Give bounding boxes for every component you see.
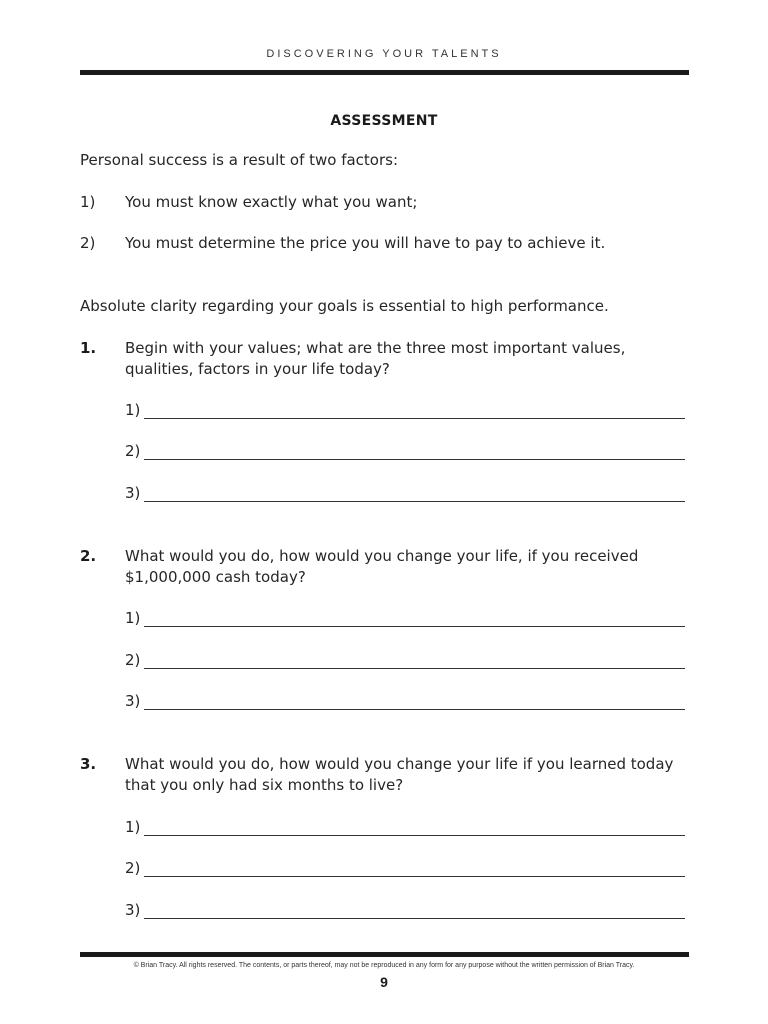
answer-field[interactable] (125, 817, 685, 838)
answer-field[interactable] (125, 441, 685, 462)
question-number: 1. (80, 339, 97, 357)
answer-label: 1) (125, 609, 141, 627)
footer-rule (80, 952, 689, 957)
header-rule (80, 70, 689, 75)
answer-blank-line[interactable] (144, 484, 685, 502)
answer-blank-line[interactable] (144, 901, 685, 919)
question-text-line2: that you only had six months to live? (125, 776, 404, 794)
answer-blank-line[interactable] (144, 442, 685, 460)
answer-blank-line[interactable] (144, 401, 685, 419)
answer-field[interactable] (125, 650, 685, 671)
question-number: 2. (80, 547, 97, 565)
answer-label: 2) (125, 859, 141, 877)
question-number: 3. (80, 755, 97, 773)
factor-number: 2) (80, 234, 96, 252)
copyright-notice: © Brian Tracy. All rights reserved. The contents, or parts thereof, may not be reproduced in any form for any purpose without the written permission of Brian Tracy. (133, 962, 635, 969)
answer-label: 1) (125, 401, 141, 419)
answer-field[interactable] (125, 483, 685, 504)
answer-field[interactable] (125, 858, 685, 879)
answer-field[interactable] (125, 400, 685, 421)
answer-blank-line[interactable] (144, 651, 685, 669)
intro-text: Personal success is a result of two factors: (80, 151, 399, 169)
question-text-line1: Begin with your values; what are the three most important values, (125, 339, 626, 357)
running-header: DISCOVERING YOUR TALENTS (266, 48, 502, 60)
answer-field[interactable] (125, 691, 685, 712)
question-text-line1: What would you do, how would you change your life if you learned today (125, 755, 674, 773)
clarity-statement: Absolute clarity regarding your goals is essential to high performance. (80, 297, 609, 315)
answer-label: 3) (125, 692, 141, 710)
factor-number: 1) (80, 193, 96, 211)
page-number: 9 (380, 974, 388, 990)
answer-label: 2) (125, 651, 141, 669)
answer-label: 3) (125, 484, 141, 502)
section-heading: ASSESSMENT (330, 113, 438, 129)
question-text-line2: qualities, factors in your life today? (125, 360, 390, 378)
factor-text: You must determine the price you will have to pay to achieve it. (125, 234, 606, 252)
answer-field[interactable] (125, 608, 685, 629)
answer-label: 1) (125, 818, 141, 836)
answer-label: 3) (125, 901, 141, 919)
answer-blank-line[interactable] (144, 859, 685, 877)
answer-blank-line[interactable] (144, 692, 685, 710)
answer-blank-line[interactable] (144, 818, 685, 836)
question-text-line1: What would you do, how would you change your life, if you received (125, 547, 639, 565)
factor-text: You must know exactly what you want; (125, 193, 418, 211)
answer-field[interactable] (125, 900, 685, 921)
question-text-line2: $1,000,000 cash today? (125, 568, 306, 586)
answer-blank-line[interactable] (144, 609, 685, 627)
answer-label: 2) (125, 442, 141, 460)
